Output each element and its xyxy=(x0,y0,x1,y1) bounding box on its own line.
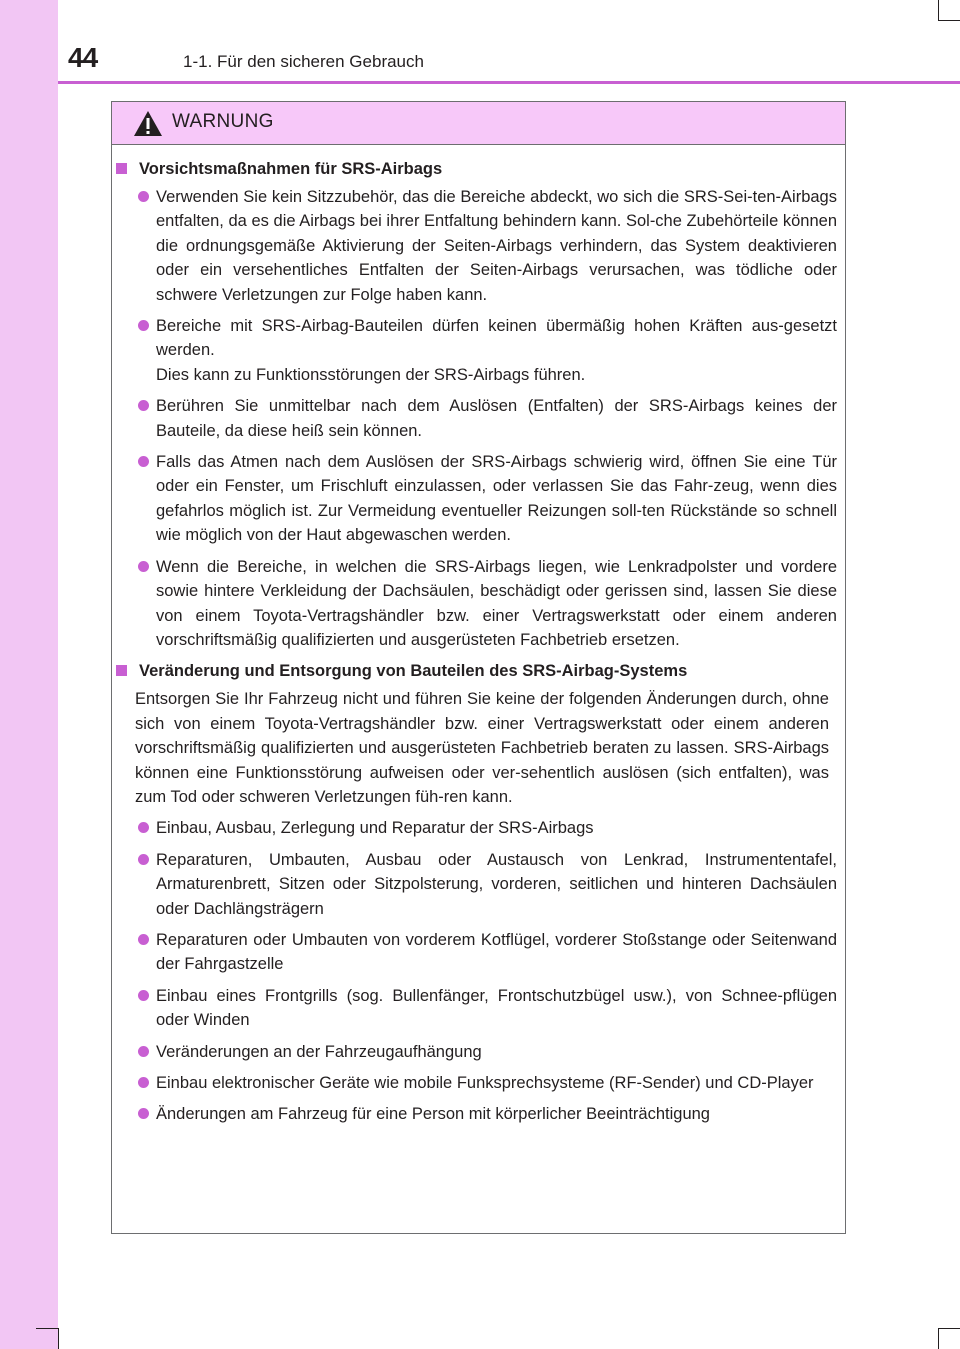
round-bullet-icon xyxy=(138,400,149,411)
list-item-text-extra: Dies kann zu Funktionsstörungen der SRS-Airbags führen. xyxy=(156,365,586,384)
section-title: 1-1. Für den sicheren Gebrauch xyxy=(183,52,424,71)
intro-paragraph-text: Entsorgen Sie Ihr Fahrzeug nicht und führen Sie keine der folgenden Änderungen durch, ohne sich von einem Toyota-Vertragshändler bzw. einer Vertragswerkstatt oder einem anderen vorschriftsmäßig qualifizierten und ausgerüsteten Fachbetrieb beraten zu lassen. SRS-Airbags können eine Funktionsstörung aufweisen oder ver-sehentlich auslösen (sich entfalten), was zum Tod oder schweren Verletzungen füh-ren kann. xyxy=(135,690,829,806)
list-item xyxy=(112,1102,845,1126)
list-item-text: Reparaturen, Umbauten, Ausbau oder Austausch von Lenkrad, Instrumententafel, Armaturenbrett, Sitzen oder Sitzpolsterung, vorderen, seitlichen und hinteren Dachsäulen oder Dachlängsträgern xyxy=(156,850,837,918)
section-heading-text: Vorsichtsmaßnahmen für SRS-Airbags xyxy=(139,160,443,178)
crop-mark xyxy=(36,1328,58,1329)
list-item xyxy=(112,984,845,1033)
list-item-text: Falls das Atmen nach dem Auslösen der SRS-Airbags schwierig wird, öffnen Sie eine Tür oder ein Fenster, um Frischluft einzulassen, oder verlassen Sie das Fahr-zeug, wenn dies gefahrlos möglich ist. Zur Vermeidung eventueller Reizungen soll-ten Rückstände so schnell wie möglich von der Haut abgewaschen werden. xyxy=(156,453,837,545)
list-item xyxy=(112,848,845,921)
page-number: 44 xyxy=(68,42,98,73)
round-bullet-icon xyxy=(138,561,149,572)
list-item xyxy=(112,450,845,548)
list-item-text: Einbau, Ausbau, Zerlegung und Reparatur der SRS-Airbags xyxy=(156,819,594,838)
warning-title: WARNUNG xyxy=(172,111,274,132)
crop-mark xyxy=(58,1328,59,1349)
list-item xyxy=(112,314,845,387)
list-item xyxy=(112,1040,845,1064)
round-bullet-icon xyxy=(138,1046,149,1057)
list-item-text: Berühren Sie unmittelbar nach dem Auslösen (Entfalten) der SRS-Airbags keines der Bauteile, da diese heiß sein können. xyxy=(156,397,837,440)
list-item xyxy=(112,816,845,840)
crop-mark xyxy=(938,1328,939,1349)
left-margin-band xyxy=(0,0,58,1349)
intro-paragraph xyxy=(112,687,845,809)
list-item-text: Einbau eines Frontgrills (sog. Bullenfänger, Frontschutzbügel usw.), von Schnee-pflügen oder Winden xyxy=(156,986,837,1030)
section-heading xyxy=(112,659,845,683)
round-bullet-icon xyxy=(138,1077,149,1088)
list-item xyxy=(112,928,845,977)
list-item xyxy=(112,394,845,443)
crop-mark xyxy=(938,0,939,20)
round-bullet-icon xyxy=(138,1108,149,1119)
section-heading-text: Veränderung und Entsorgung von Bauteilen des SRS-Airbag-Systems xyxy=(139,662,688,681)
header-rule xyxy=(58,81,960,84)
warning-box xyxy=(111,101,846,1234)
round-bullet-icon xyxy=(138,934,149,945)
warning-content xyxy=(112,157,845,1134)
list-item-text: Bereiche mit SRS-Airbag-Bauteilen dürfen keinen übermäßig hohen Kräften aus-gesetzt werden. xyxy=(156,317,837,360)
warning-header xyxy=(112,102,845,145)
list-item-text: Reparaturen oder Umbauten von vorderem Kotflügel, vorderer Stoßstange oder Seitenwand der Fahrgastzelle xyxy=(156,930,837,974)
list-item xyxy=(112,1071,845,1095)
list-item-text: Einbau elektronischer Geräte wie mobile Funksprechsysteme (RF-Sender) und CD-Player xyxy=(156,1074,814,1092)
round-bullet-icon xyxy=(138,990,149,1001)
crop-mark xyxy=(938,20,960,21)
round-bullet-icon xyxy=(138,191,149,202)
round-bullet-icon xyxy=(138,854,149,865)
round-bullet-icon xyxy=(138,320,149,331)
square-bullet-icon xyxy=(116,163,127,174)
list-item-text: Verwenden Sie kein Sitzzubehör, das die Bereiche abdeckt, wo sich die SRS-Sei-ten-Airbags entfalten, da es die Airbags bei ihrer Entfaltung behindern kann. Sol-che Zubehörteile können die ordnungsgemäße Aktivierung der Seiten-Airbags verhindern, das System deaktivieren oder ein versehentliches Entfalten der Seiten-Airbags verursachen, was tödliche oder schwere Verletzungen zur Folge haben kann. xyxy=(156,188,837,304)
list-item-text: Veränderungen an der Fahrzeugaufhängung xyxy=(156,1042,482,1061)
list-item-text: Änderungen am Fahrzeug für eine Person mit körperlicher Beeinträchtigung xyxy=(156,1105,710,1124)
square-bullet-icon xyxy=(116,665,127,676)
crop-mark xyxy=(938,1328,960,1329)
warning-triangle-icon xyxy=(133,110,163,137)
list-item xyxy=(112,185,845,307)
round-bullet-icon xyxy=(138,456,149,467)
list-item-text: Wenn die Bereiche, in welchen die SRS-Airbags liegen, wie Lenkradpolster und vordere sowie hintere Verkleidung der Dachsäulen, beschädigt oder gerissen sind, lassen Sie diese von einem Toyota-Vertragshändler bzw. einer Vertragswerkstatt oder einem anderen vorschriftsmäßig qualifizierten und ausgerüsteten Fachbetrieb ersetzen. xyxy=(156,557,837,649)
section-heading xyxy=(112,157,845,181)
round-bullet-icon xyxy=(138,822,149,833)
list-item xyxy=(112,555,845,653)
